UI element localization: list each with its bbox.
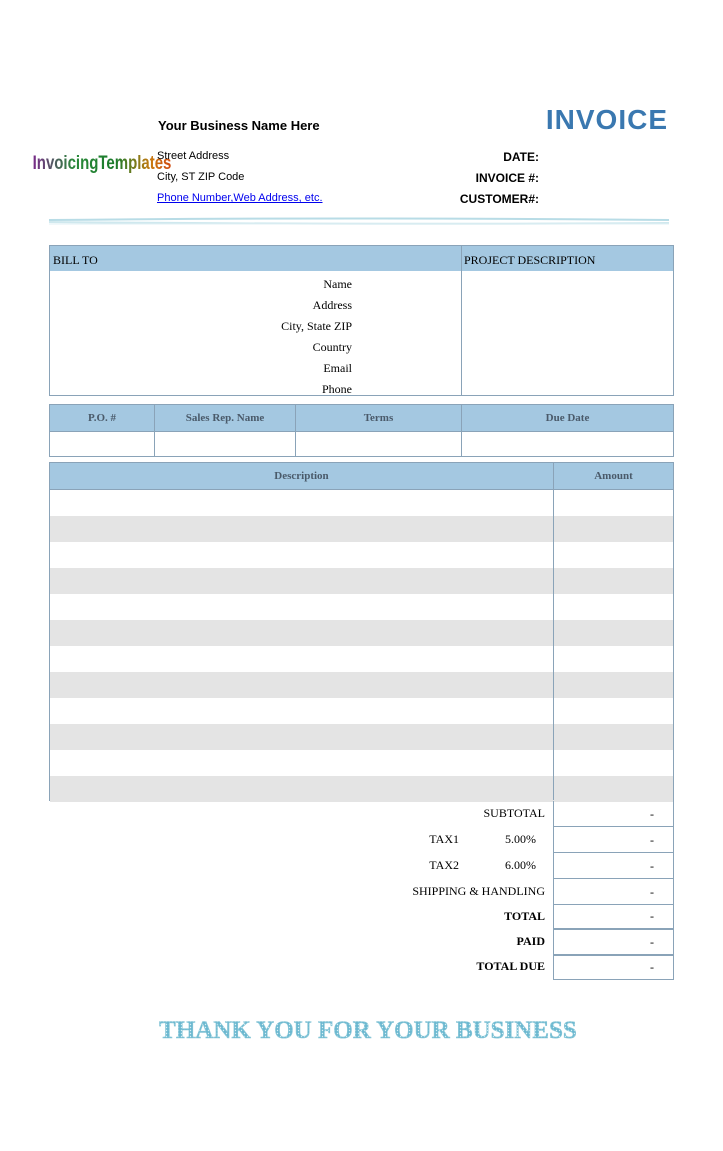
business-name: Your Business Name Here	[158, 118, 320, 133]
bill-to-email-label: Email	[323, 361, 352, 375]
customer-number-label: CUSTOMER#:	[459, 192, 539, 206]
bill-to-country-label: Country	[312, 340, 352, 354]
svg-text:THANK YOU FOR YOUR BUSINESS: THANK YOU FOR YOUR BUSINESS	[159, 1017, 577, 1044]
total-label: TOTAL	[504, 909, 545, 923]
contact-link[interactable]: Phone Number,Web Address, etc.	[157, 192, 323, 204]
due-date-header: Due Date	[462, 405, 673, 432]
shipping-value-box[interactable]	[553, 879, 674, 905]
amount-header: Amount	[554, 463, 673, 490]
paid-value-box[interactable]	[553, 929, 674, 955]
bill-to-address-label: Address	[312, 298, 352, 312]
city-state-zip: City, ST ZIP Code	[157, 171, 245, 183]
date-label: DATE:	[503, 150, 539, 164]
description-header: Description	[50, 463, 554, 490]
tax2-label: TAX2	[429, 858, 459, 872]
total-value-box[interactable]	[553, 905, 674, 929]
subtotal-value: -	[650, 807, 654, 821]
bill-to-name-label: Name	[323, 277, 352, 291]
shipping-value: -	[650, 885, 654, 899]
paid-value: -	[650, 935, 654, 949]
tax1-label: TAX1	[429, 832, 459, 846]
invoice-number-label: INVOICE #:	[475, 171, 539, 185]
svg-text:InvoicingTemplates: InvoicingTemplates	[32, 151, 172, 174]
tax1-value: -	[650, 833, 654, 847]
street-address: Street Address	[157, 150, 230, 162]
total-due-label: TOTAL DUE	[476, 959, 545, 973]
total-value: -	[650, 909, 654, 923]
invoice-title: INVOICE	[545, 104, 668, 135]
thank-you-message	[0, 1011, 723, 1051]
bill-to-phone-label: Phone	[322, 382, 352, 396]
paid-label: PAID	[516, 934, 545, 948]
subtotal-label: SUBTOTAL	[483, 806, 545, 820]
total-due-value: -	[650, 960, 654, 974]
bill-to-title: BILL TO	[53, 253, 98, 267]
tax2-rate: 6.00%	[505, 858, 536, 872]
bill-to-city-label: City, State ZIP	[281, 319, 352, 333]
terms-header: Terms	[296, 405, 462, 432]
tax2-value-box[interactable]	[553, 853, 674, 879]
tax1-value-box[interactable]	[553, 827, 674, 853]
project-description-title: PROJECT DESCRIPTION	[464, 253, 596, 267]
subtotal-value-box[interactable]	[553, 801, 674, 827]
total-due-value-box[interactable]	[553, 955, 674, 980]
shipping-label: SHIPPING & HANDLING	[412, 884, 545, 898]
po-number-header: P.O. #	[50, 405, 155, 432]
tax2-value: -	[650, 859, 654, 873]
tax1-rate: 5.00%	[505, 832, 536, 846]
sales-rep-header: Sales Rep. Name	[155, 405, 296, 432]
